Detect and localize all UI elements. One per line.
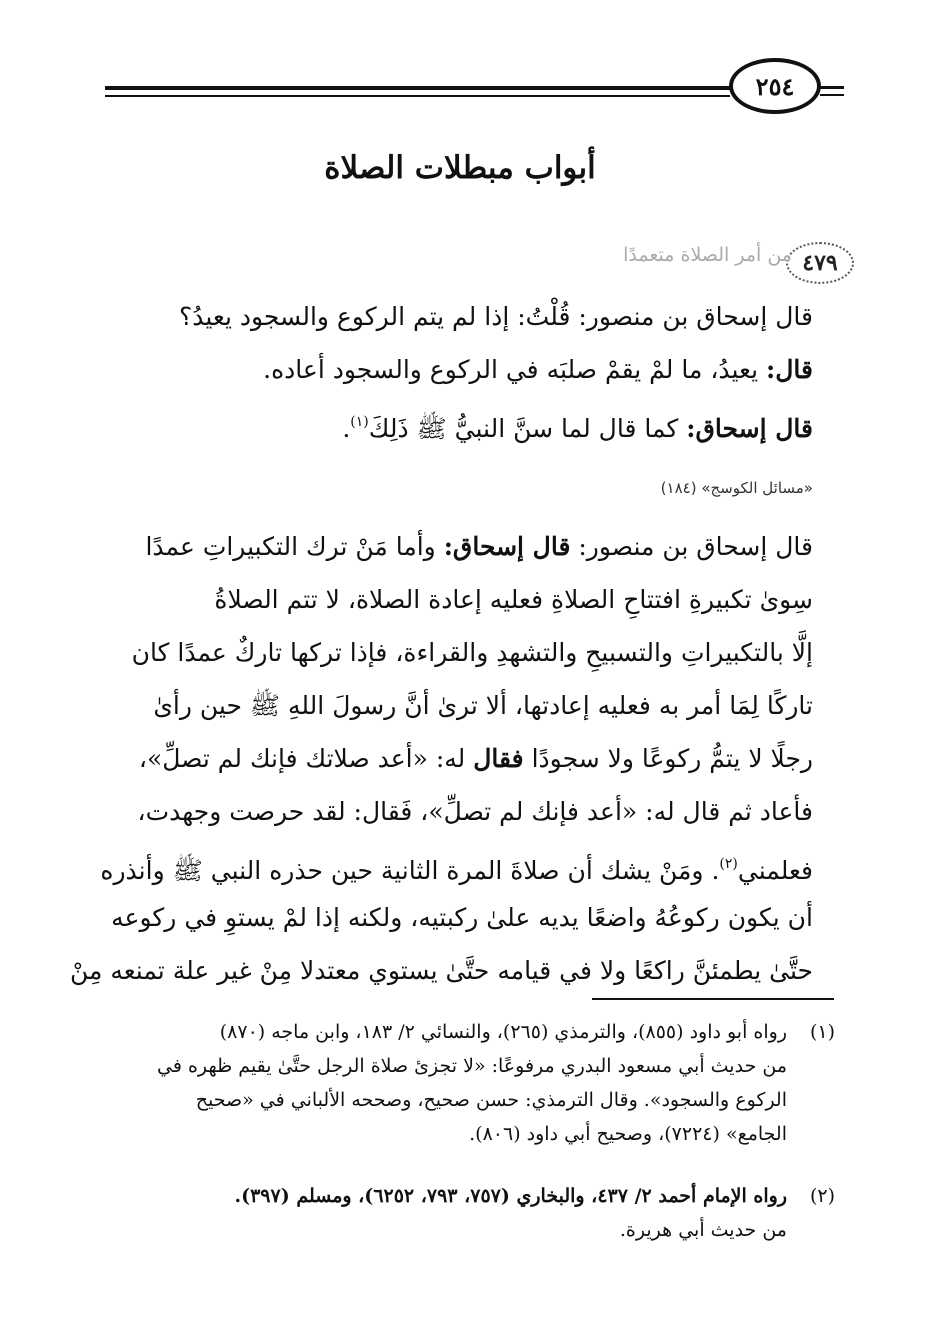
footnote bbox=[95, 1179, 835, 1247]
line-text: تاركًا لِمَا أمر به فعليه إعادتها، ألا ترىٰ أنَّ رسولَ اللهِ ﷺ حين رأىٰ bbox=[153, 691, 813, 720]
paragraph-line bbox=[69, 944, 813, 997]
line-text: إلَّا بالتكبيراتِ والتسبيحِ والتشهدِ والقراءة، فإذا تركها تاركٌ عمدًا كان bbox=[131, 638, 813, 667]
paragraph-line bbox=[95, 891, 813, 944]
dialogue-line bbox=[95, 343, 813, 396]
footnote-number: (٢) bbox=[809, 1185, 835, 1207]
footnote-body bbox=[95, 1179, 787, 1247]
line-text: سِوىٰ تكبيرةِ افتتاحِ الصلاةِ فعليه إعادة الصلاة، لا تتم الصلاةُ bbox=[214, 585, 813, 614]
line-text: فأعاد ثم قال له: «أعد فإنك لم تصلِّ»، فَقال: لقد حرصت وجهدت، bbox=[137, 797, 813, 826]
line-text: له: «أعد صلاتك فإنك لم تصلِّ»، bbox=[138, 744, 474, 773]
header-rule-thin bbox=[105, 95, 730, 97]
bold-word: فقال bbox=[473, 744, 524, 773]
footnote-number: (١) bbox=[809, 1021, 835, 1043]
section-number-badge: ٤٧٩ bbox=[786, 242, 854, 284]
line-text: أن يكون ركوعُهُ واضعًا يديه علىٰ ركبتيه، ولكنه إذا لمْ يستوِ في ركوعه bbox=[111, 903, 813, 932]
line-text: قال إسحاق بن منصور: bbox=[570, 532, 813, 561]
line-text: وأما مَنْ ترك التكبيراتِ عمدًا bbox=[145, 532, 444, 561]
paragraph-line bbox=[95, 626, 813, 679]
paragraph-line bbox=[95, 838, 813, 891]
footnote-line: رواه الإمام أحمد ٢/ ٤٣٧، والبخاري (٧٥٧، ٧٩٣، ٦٢٥٢)، ومسلم (٣٩٧). bbox=[234, 1185, 787, 1207]
source-citation: «مسائل الكوسج» (١٨٤) bbox=[660, 479, 813, 497]
line-text: رجلًا لا يتمُّ ركوعًا ولا سجودًا bbox=[523, 744, 813, 773]
speaker-label: قال: bbox=[766, 355, 813, 384]
header-rule-right-thin bbox=[820, 94, 844, 96]
footnote-ref[interactable]: (١) bbox=[350, 414, 369, 430]
paragraph-line bbox=[95, 520, 813, 573]
paragraph-line bbox=[95, 679, 813, 732]
footnote-ref[interactable]: (٢) bbox=[719, 856, 738, 872]
chapter-title: أبواب مبطلات الصلاة bbox=[324, 150, 596, 186]
dialogue-text: يعيدُ، ما لمْ يقمْ صلبَه في الركوع والسجود أعاده. bbox=[263, 355, 759, 384]
paragraph-line bbox=[95, 573, 813, 626]
page-number: ٢٥٤ bbox=[729, 58, 821, 114]
footnote-line: الركوع والسجود». وقال الترمذي: حسن صحيح، وصححه الألباني في «صحيح bbox=[195, 1089, 787, 1111]
paragraph-line bbox=[95, 732, 813, 785]
footnote bbox=[95, 1015, 835, 1151]
line-text: حتَّىٰ يطمئنَّ راكعًا ولا في قيامه حتَّىٰ يستوي معتدلا مِنْ غير علة تمنعه مِنْ bbox=[69, 956, 813, 985]
footnote-line: الجامع» (٧٢٢٤)، وصحيح أبي داود (٨٠٦). bbox=[469, 1123, 787, 1145]
footnote-body bbox=[95, 1015, 787, 1151]
footnote-line: من حديث أبي هريرة. bbox=[619, 1219, 787, 1241]
line-text: فعلمني bbox=[737, 856, 813, 885]
dialogue-text: قال إسحاق بن منصور: قُلْتُ: إذا لم يتم الركوع والسجود يعيدُ؟ bbox=[178, 302, 813, 331]
header-rule-thick bbox=[105, 86, 730, 90]
section-heading: من أمر الصلاة متعمدًا bbox=[623, 244, 792, 266]
dialogue-line bbox=[95, 396, 813, 449]
line-text: . ومَنْ يشك أن صلاةَ المرة الثانية حين حذره النبي ﷺ وأنذره bbox=[100, 856, 720, 885]
dialogue-text: كما قال لما سنَّ النبيُّ ﷺ ذَلِكَ bbox=[368, 414, 679, 443]
dialogue-line bbox=[95, 290, 813, 343]
dialogue-end-punct: . bbox=[342, 414, 351, 443]
footnote-line: رواه أبو داود (٨٥٥)، والترمذي (٢٦٥)، والنسائي ٢/ ١٨٣، وابن ماجه (٨٧٠) bbox=[219, 1021, 787, 1043]
paragraph-line bbox=[95, 785, 813, 838]
speaker-label: قال إسحاق: bbox=[686, 414, 813, 443]
header-rule-right-thick bbox=[820, 86, 844, 89]
main-paragraph bbox=[69, 520, 813, 997]
dialogue-block bbox=[95, 290, 813, 449]
speaker-label: قال إسحاق: bbox=[443, 532, 571, 561]
footnote-separator bbox=[592, 998, 834, 1000]
footnote-line: من حديث أبي مسعود البدري مرفوعًا: «لا تجزئ صلاة الرجل حتَّىٰ يقيم ظهره في bbox=[156, 1055, 787, 1077]
